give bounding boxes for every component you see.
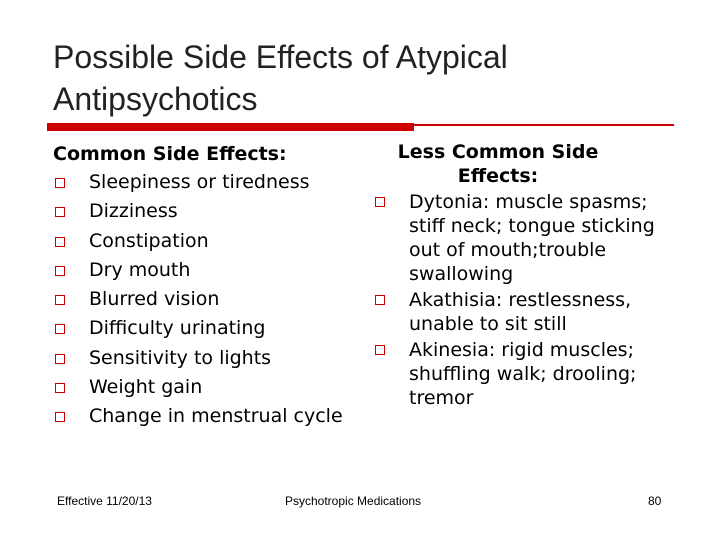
list-item [53, 285, 353, 314]
list-item-text: Constipation [89, 229, 209, 252]
list-item-text: Difficulty urinating [89, 317, 266, 340]
page-number: 80 [648, 494, 662, 508]
list-item [53, 197, 353, 226]
footer-title: Psychotropic Medications [285, 494, 422, 508]
list-item [53, 344, 353, 373]
title-underline-thin [414, 124, 674, 126]
square-bullet-icon [55, 324, 65, 334]
list-item [373, 338, 673, 410]
list-item [53, 402, 353, 428]
list-item [53, 256, 353, 285]
list-item-text: Akathisia: restlessness, unable to sit still [409, 289, 632, 335]
common-side-effects-list [53, 168, 353, 428]
list-item [53, 168, 353, 197]
list-item-text: Sensitivity to lights [89, 346, 272, 369]
less-common-side-effects-column [373, 140, 673, 410]
list-item-text: Weight gain [89, 376, 203, 399]
square-bullet-icon [55, 295, 65, 305]
list-item-text: Change in menstrual cycle [89, 405, 343, 428]
common-side-effects-heading: Common Side Effects: [53, 143, 287, 165]
square-bullet-icon [375, 345, 385, 355]
square-bullet-icon [55, 383, 65, 393]
square-bullet-icon [55, 178, 65, 188]
list-item [373, 190, 673, 286]
square-bullet-icon [55, 412, 65, 422]
footer-effective-date: Effective 11/20/13 [57, 494, 152, 508]
title-underline-thick [47, 123, 414, 131]
list-item [53, 227, 353, 256]
list-item-text: Dry mouth [89, 258, 191, 281]
list-item [53, 314, 353, 343]
slide-title: Possible Side Effects of Atypical Antipsychotics [53, 39, 508, 117]
square-bullet-icon [55, 237, 65, 247]
square-bullet-icon [375, 197, 385, 207]
list-item-text: Blurred vision [89, 288, 220, 311]
square-bullet-icon [55, 207, 65, 217]
list-item [53, 373, 353, 402]
less-common-side-effects-heading: Less Common Side Effects: [397, 141, 599, 187]
common-side-effects-column [53, 140, 353, 428]
list-item-text: Dizziness [89, 200, 178, 223]
square-bullet-icon [375, 295, 385, 305]
list-item-text: Dytonia: muscle spasms; stiff neck; tongue sticking out of mouth;trouble swallowing [409, 191, 655, 285]
list-item [373, 288, 673, 336]
square-bullet-icon [55, 354, 65, 364]
less-common-side-effects-list [373, 190, 673, 410]
list-item-text: Akinesia: rigid muscles; shuffling walk; drooling; tremor [409, 339, 637, 409]
list-item-text: Sleepiness or tiredness [89, 171, 310, 193]
square-bullet-icon [55, 266, 65, 276]
